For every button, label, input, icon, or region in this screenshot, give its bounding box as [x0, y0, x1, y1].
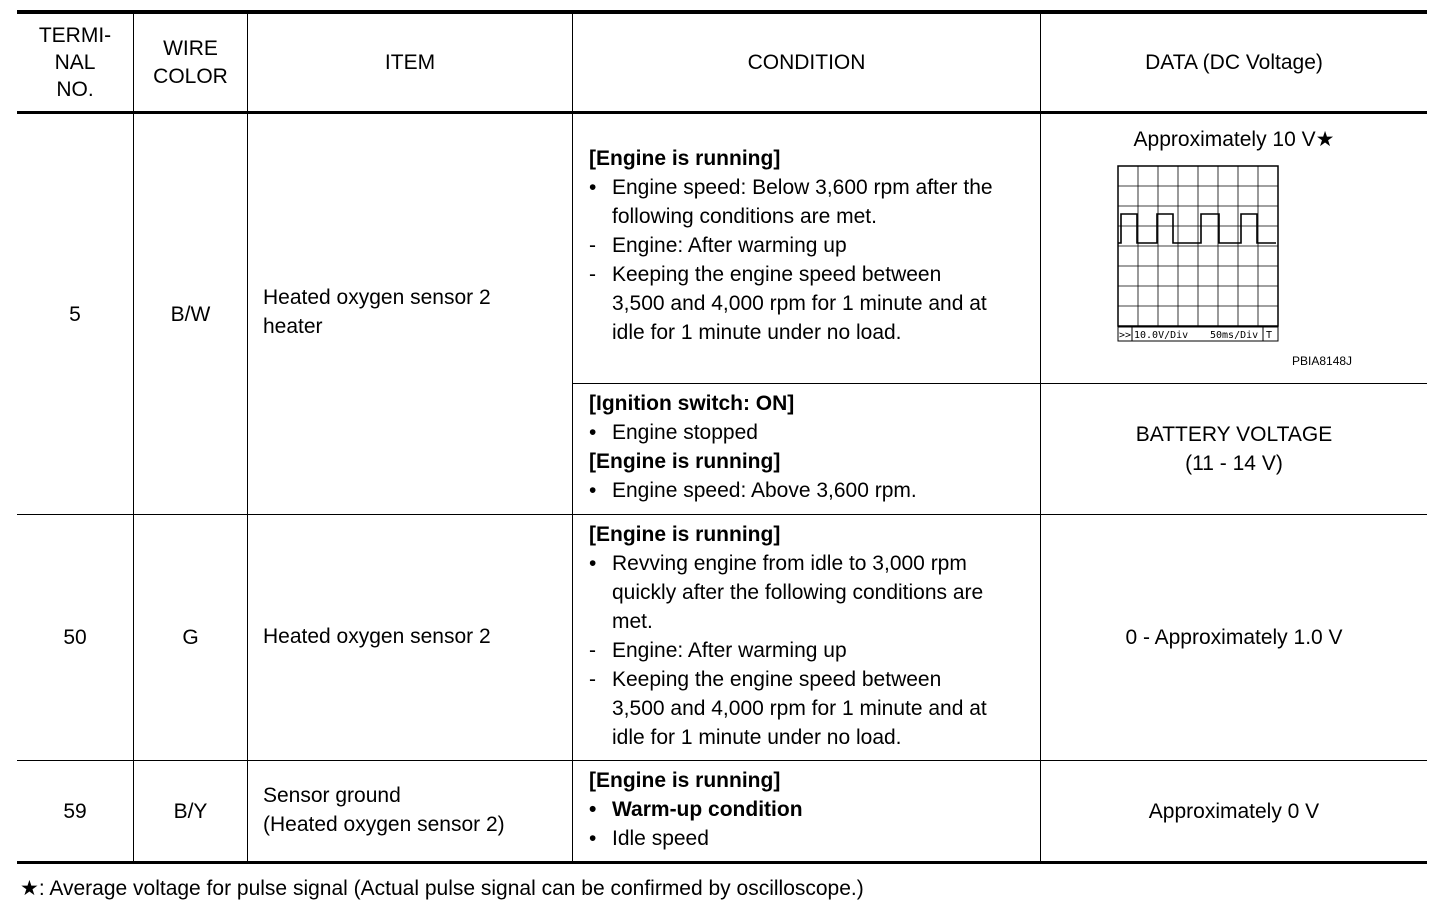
header-item: ITEM	[384, 51, 436, 74]
dash-marker: -	[589, 234, 596, 257]
scope-grid	[1118, 166, 1278, 326]
pulse-waveform	[1118, 214, 1276, 243]
condition-line: [Engine is running]	[589, 769, 781, 792]
scope-figure-id: PBIA8148J	[1292, 354, 1353, 368]
condition-line: - Keeping the engine speed between	[589, 260, 993, 289]
scope-volt-div: 10.0V/Div	[1134, 330, 1189, 341]
dash-marker: -	[589, 263, 596, 286]
scope-trigger: T	[1266, 330, 1273, 341]
bullet-marker: •	[589, 421, 597, 444]
condition-line: following conditions are met.	[612, 205, 877, 228]
bullet-marker: •	[589, 552, 597, 575]
col-rule-3	[572, 10, 573, 864]
row59-terminal: 59	[63, 799, 87, 823]
row5-terminal: 5	[69, 302, 81, 326]
bullet-marker: •	[589, 479, 597, 502]
condition-line: • Engine speed: Below 3,600 rpm after the	[589, 173, 993, 202]
scope-arrow: >>	[1119, 330, 1132, 341]
row50-terminal: 50	[63, 626, 87, 649]
row5-condition-1	[589, 144, 993, 347]
condition-line: idle for 1 minute under no load.	[612, 321, 902, 344]
condition-line: 3,500 and 4,000 rpm for 1 minute and at	[612, 697, 987, 720]
row59-item: Sensor ground (Heated oxygen sensor 2)	[263, 784, 505, 836]
header-wire-color: WIRE COLOR	[153, 36, 228, 88]
row50-item: Heated oxygen sensor 2	[263, 625, 491, 648]
condition-line: • Idle speed	[589, 824, 803, 853]
dash-marker: -	[589, 639, 596, 662]
header-condition: CONDITION	[747, 51, 866, 74]
dash-marker: -	[589, 668, 596, 691]
footnote: ★: Average voltage for pulse signal (Actual pulse signal can be confirmed by oscilloscope.)	[20, 877, 864, 900]
bullet-marker: •	[589, 176, 597, 199]
col-rule-2	[247, 10, 248, 864]
condition-line: • Engine speed: Above 3,600 rpm.	[589, 476, 917, 505]
header-terminal: TERMI- NAL NO.	[38, 24, 112, 101]
condition-line: 3,500 and 4,000 rpm for 1 minute and at	[612, 292, 987, 315]
condition-line: - Keeping the engine speed between	[589, 665, 987, 694]
row5-data-2: BATTERY VOLTAGE (11 - 14 V)	[1135, 423, 1333, 475]
row50-condition	[589, 520, 987, 752]
condition-line: [Ignition switch: ON]	[589, 392, 795, 415]
condition-line: [Engine is running]	[589, 147, 781, 170]
row59-data: Approximately 0 V	[1148, 799, 1320, 823]
condition-line: [Engine is running]	[589, 450, 781, 473]
row59-wire: B/Y	[173, 799, 208, 823]
condition-line: - Engine: After warming up	[589, 636, 987, 665]
bullet-marker: •	[589, 798, 597, 821]
header-data: DATA (DC Voltage)	[1145, 51, 1323, 74]
condition-line: • Revving engine from idle to 3,000 rpm	[589, 549, 987, 578]
condition-line: met.	[612, 610, 653, 633]
bullet-marker: •	[589, 827, 597, 850]
condition-line: [Engine is running]	[589, 523, 781, 546]
row5-item: Heated oxygen sensor 2 heater	[263, 286, 491, 338]
oscilloscope-waveform	[1115, 163, 1365, 378]
row5-data-1: Approximately 10 V★	[1133, 128, 1335, 151]
terminal-data-table	[17, 10, 1427, 864]
condition-line: • Warm-up condition	[589, 795, 803, 824]
condition-line: quickly after the following conditions are	[612, 581, 984, 604]
condition-line: idle for 1 minute under no load.	[612, 726, 902, 749]
scope-time-div: 50ms/Div	[1210, 330, 1259, 341]
row5-condition-2	[589, 389, 917, 505]
row59-condition	[589, 766, 803, 853]
row50-data: 0 - Approximately 1.0 V	[1125, 626, 1343, 649]
condition-line: - Engine: After warming up	[589, 231, 993, 260]
row50-wire: G	[182, 626, 199, 649]
row5-wire: B/W	[170, 302, 211, 326]
condition-line: • Engine stopped	[589, 418, 917, 447]
rule-bottom	[17, 861, 1427, 864]
